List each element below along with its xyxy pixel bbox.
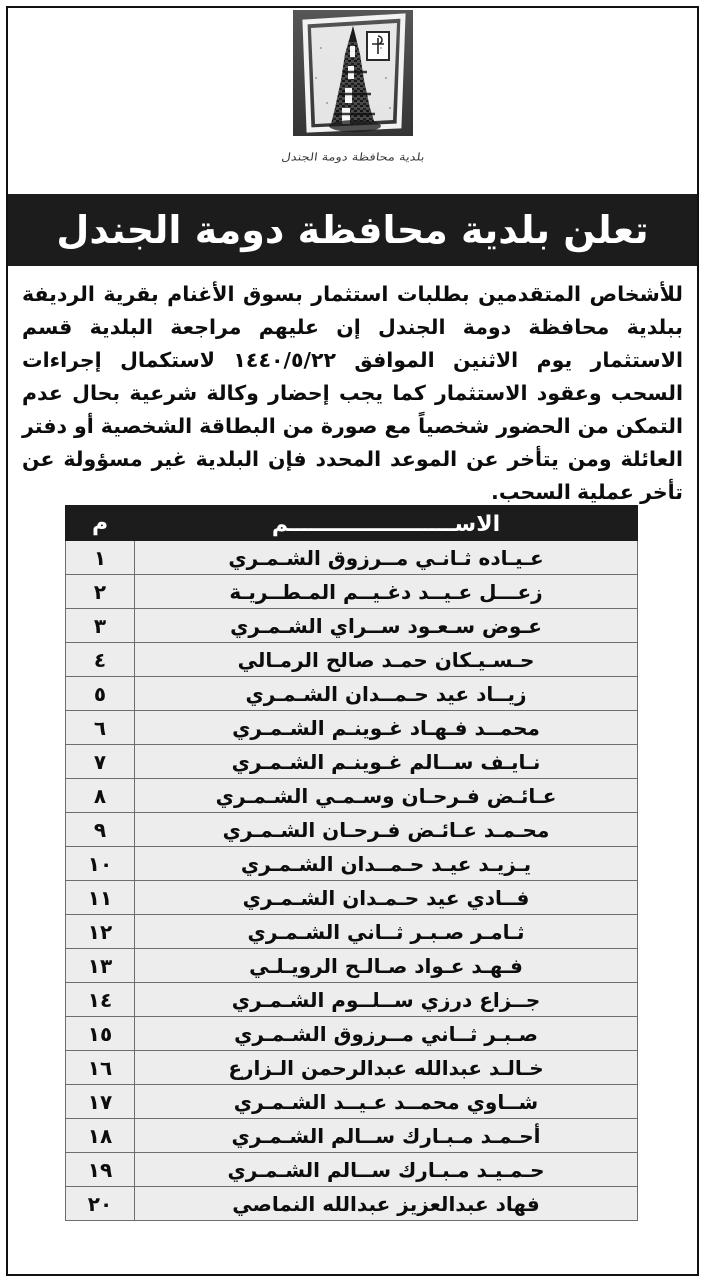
cell-row-number: ٢ [66,575,135,609]
table-row [66,813,638,847]
cell-applicant-name: ثـامـر صـبـر ثــاني الشـمـري [135,915,638,949]
municipality-logo [0,8,705,190]
table-row [66,711,638,745]
table-row [66,881,638,915]
table-row [66,1051,638,1085]
cell-row-number: ١٨ [66,1119,135,1153]
cell-row-number: ١٦ [66,1051,135,1085]
cell-row-number: ١٩ [66,1153,135,1187]
table-row [66,575,638,609]
cell-row-number: ١٢ [66,915,135,949]
cell-applicant-name: جــزاع درزي ســلــوم الشـمـري [135,983,638,1017]
table-row [66,745,638,779]
table-row [66,1119,638,1153]
cell-applicant-name: أحـمـد مـبـارك ســالم الشـمـري [135,1119,638,1153]
cell-applicant-name: فــادي عيد حـمـدان الشـمـري [135,881,638,915]
cell-row-number: ١٥ [66,1017,135,1051]
cell-applicant-name: محـمـد عـائـض فـرحـان الشـمـري [135,813,638,847]
table-row [66,643,638,677]
cell-row-number: ٣ [66,609,135,643]
cell-applicant-name: زعـــل عـيــد دغـيــم المـطــريـة [135,575,638,609]
cell-applicant-name: نـايـف ســالم غـوينـم الشـمـري [135,745,638,779]
cell-applicant-name: عـوض سـعـود ســراي الشـمـري [135,609,638,643]
table-row [66,983,638,1017]
cell-applicant-name: زيــاد عيد حـمــدان الشـمـري [135,677,638,711]
cell-applicant-name: عـائـض فـرحـان وسـمـي الشـمـري [135,779,638,813]
cell-row-number: ٤ [66,643,135,677]
table-header-row [66,506,638,541]
minaret-tower-photo-icon [291,8,415,142]
cell-applicant-name: شــاوي محمــد عـيــد الشـمـري [135,1085,638,1119]
cell-row-number: ٧ [66,745,135,779]
announcement-body-text: للأشخاص المتقدمين بطلبات استثمار بسوق الأغنام بقرية الرديفة ببلدية محافظة دومة الجندل إن عليهم مراجعة البلدية قسم الاستثمار يوم الاثنين الموافق ١٤٤٠/٥/٢٢ لاستكمال إجراءات السحب وعقود الاستثمار كما يجب إحضار وكالة شرعية بحال عدم التمكن من الحضور شخصياً مع صورة من البطاقة الشخصية أو دفتر العائلة ومن يتأخر عن الموعد المحدد فإن البلدية غير مسؤولة عن تأخر عملية السحب. [22,282,683,504]
cell-applicant-name: حـمـيـد مـبـارك ســالم الشـمـري [135,1153,638,1187]
table-row [66,847,638,881]
cell-applicant-name: صـبـر ثــاني مــرزوق الشـمـري [135,1017,638,1051]
logo-caption-calligraphy: بلدية محافظة دومة الجندل [280,150,425,164]
page-title: تعلن بلدية محافظة دومة الجندل [56,208,649,252]
table-body [66,541,638,1221]
table-row [66,1187,638,1221]
column-header-name-label: الاســــــــــــــــــــــم [271,511,501,537]
cell-row-number: ٦ [66,711,135,745]
table-row [66,1017,638,1051]
column-header-number: م [66,506,135,541]
cell-row-number: ١٠ [66,847,135,881]
cell-applicant-name: فهاد عبدالعزيز عبدالله النماصي [135,1187,638,1221]
cell-row-number: ١١ [66,881,135,915]
cell-row-number: ٨ [66,779,135,813]
cell-applicant-name: فـهـد عـواد صـالـح الرويـلـي [135,949,638,983]
cell-row-number: ١٧ [66,1085,135,1119]
applicants-table-container [68,505,638,1221]
column-header-name [135,506,638,541]
cell-row-number: ١٤ [66,983,135,1017]
cell-applicant-name: حـسـيـكان حمـد صالح الرمـالي [135,643,638,677]
table-row [66,1085,638,1119]
table-row [66,915,638,949]
table-row [66,1153,638,1187]
table-row [66,541,638,575]
applicants-table [65,505,638,1221]
cell-row-number: ١ [66,541,135,575]
cell-applicant-name: محمــد فـهـاد غـوينـم الشـمـري [135,711,638,745]
cell-row-number: ٥ [66,677,135,711]
table-row [66,609,638,643]
table-row [66,677,638,711]
headline-banner [8,194,697,266]
table-row [66,949,638,983]
cell-row-number: ٩ [66,813,135,847]
cell-applicant-name: يـزيـد عيـد حـمــدان الشـمـري [135,847,638,881]
table-header [66,506,638,541]
cell-row-number: ١٣ [66,949,135,983]
table-row [66,779,638,813]
cell-applicant-name: عـيـاده ثـانـي مــرزوق الشـمـري [135,541,638,575]
cell-row-number: ٢٠ [66,1187,135,1221]
cell-applicant-name: خـالـد عبدالله عبدالرحمن الـزارع [135,1051,638,1085]
